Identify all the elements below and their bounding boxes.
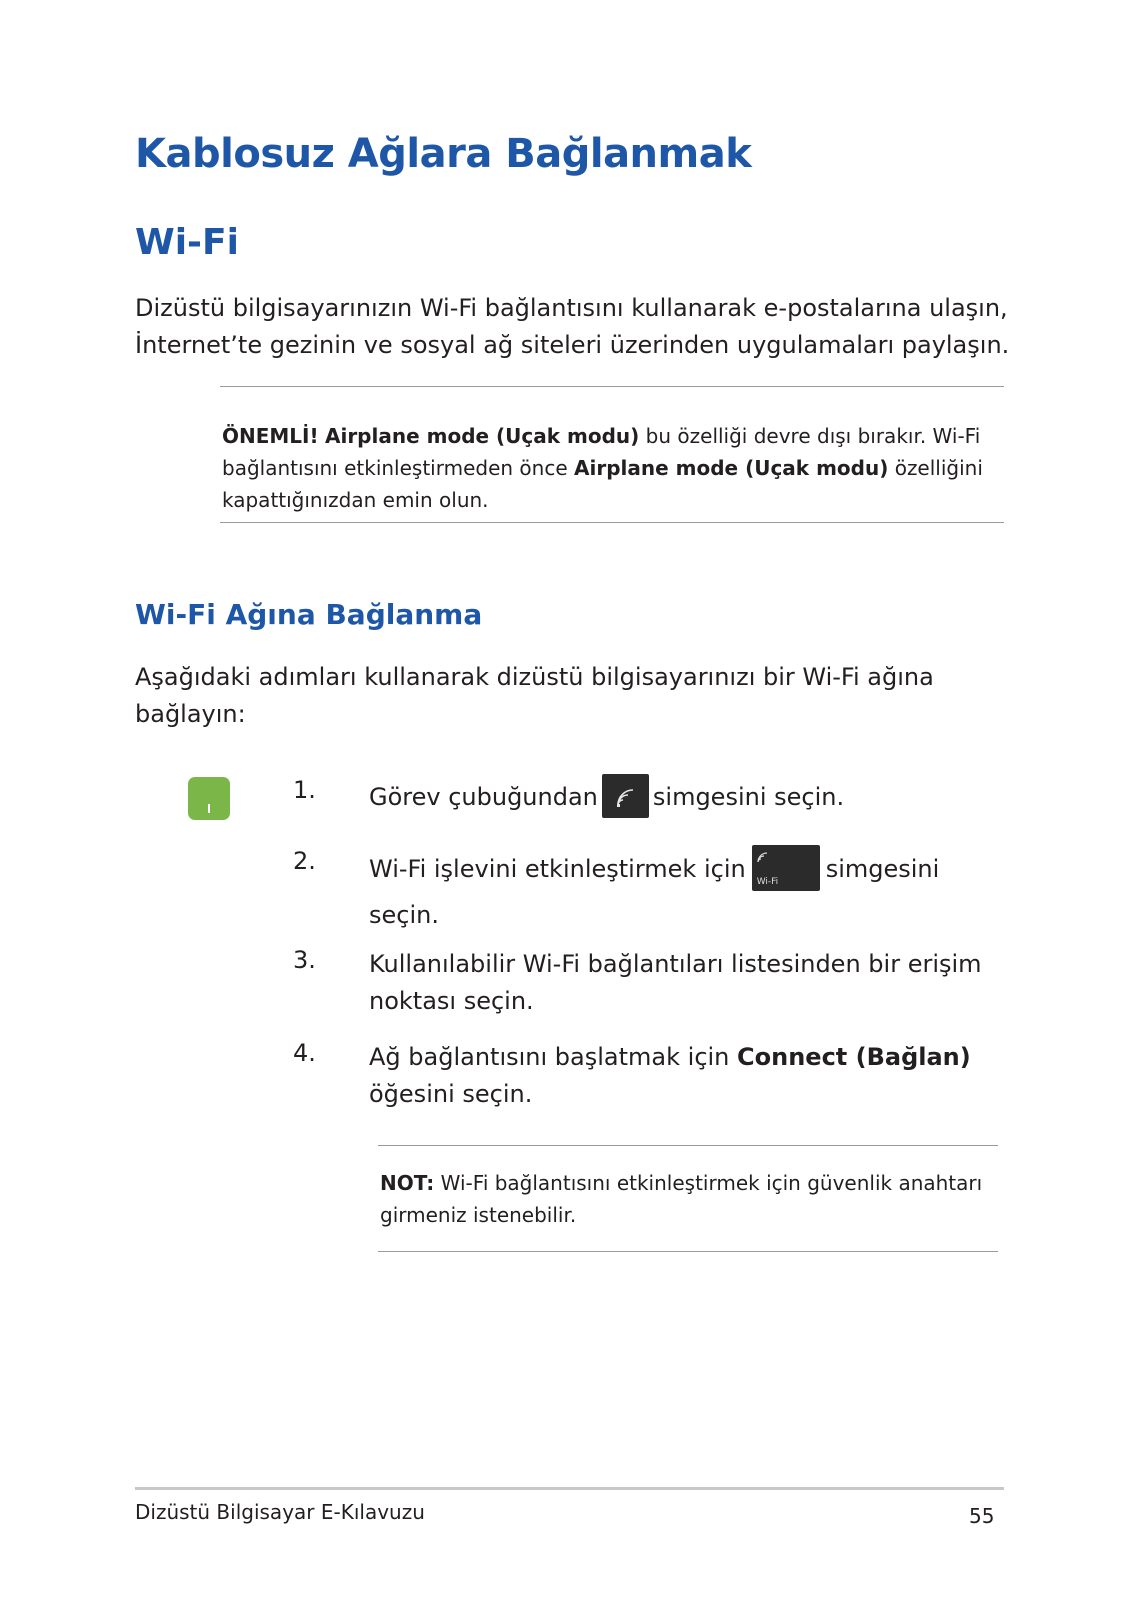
important-top-rule xyxy=(220,386,1004,387)
connect-label: Connect (Bağlan) xyxy=(737,1043,971,1071)
step-text-before: Wi-Fi işlevini etkinleştirmek için xyxy=(369,855,746,883)
step-item xyxy=(369,776,1009,820)
note-top-rule xyxy=(378,1145,998,1146)
step-number: 1. xyxy=(293,776,316,804)
wifi-taskbar-icon xyxy=(602,774,649,818)
footer-title: Dizüstü Bilgisayar E-Kılavuzu xyxy=(135,1500,425,1524)
wifi-tile-icon xyxy=(752,845,820,891)
step-text-before: Görev çubuğundan xyxy=(369,783,598,811)
step-item: Kullanılabilir Wi-Fi bağlantıları listesinden bir erişim noktası seçin. xyxy=(369,950,982,1015)
step-item xyxy=(369,847,1009,937)
important-bottom-rule xyxy=(220,522,1004,523)
steps-intro: Aşağıdaki adımları kullanarak dizüstü bilgisayarınızı bir Wi-Fi ağına bağlayın: xyxy=(135,663,934,728)
step-number: 2. xyxy=(293,847,316,875)
important-bold-2: Airplane mode (Uçak modu) xyxy=(574,456,889,480)
touchpad-icon xyxy=(188,777,230,820)
note-label: NOT: xyxy=(380,1171,435,1195)
step-number: 4. xyxy=(293,1039,316,1067)
footer-rule xyxy=(135,1487,1004,1490)
step-item xyxy=(369,1039,1009,1113)
step-text-after: simgesini seçin. xyxy=(652,783,845,811)
page-title: Kablosuz Ağlara Bağlanmak xyxy=(135,131,752,177)
wifi-tile-label: Wi-Fi xyxy=(756,877,779,887)
step-number: 3. xyxy=(293,946,316,974)
step-text-after: simgesini seçin. xyxy=(369,855,940,929)
step-text-after: öğesini seçin. xyxy=(369,1080,533,1108)
page-number: 55 xyxy=(969,1504,995,1528)
subsection-heading: Wi-Fi Ağına Bağlanma xyxy=(135,598,483,631)
important-bold-1: Airplane mode (Uçak modu) xyxy=(324,424,640,448)
important-notice xyxy=(222,420,1002,516)
note-box xyxy=(380,1167,1000,1231)
important-text-2: özelliğini kapattığınızdan emin olun. xyxy=(222,456,983,512)
important-label: ÖNEMLİ! xyxy=(222,424,319,448)
important-text-1: bu özelliği devre dışı bırakır. Wi-Fi bağlantısını etkinleştirmeden önce xyxy=(222,424,981,480)
step-text-before: Ağ bağlantısını başlatmak için xyxy=(369,1043,738,1071)
note-bottom-rule xyxy=(378,1251,998,1252)
note-text: Wi-Fi bağlantısını etkinleştirmek için güvenlik anahtarı girmeniz istenebilir. xyxy=(380,1171,983,1227)
section-heading: Wi-Fi xyxy=(135,222,239,263)
intro-paragraph: Dizüstü bilgisayarınızın Wi-Fi bağlantısını kullanarak e-postalarına ulaşın, İnternet’te gezinin ve sosyal ağ siteleri üzerinden uygulamaları paylaşın. xyxy=(135,294,1010,359)
